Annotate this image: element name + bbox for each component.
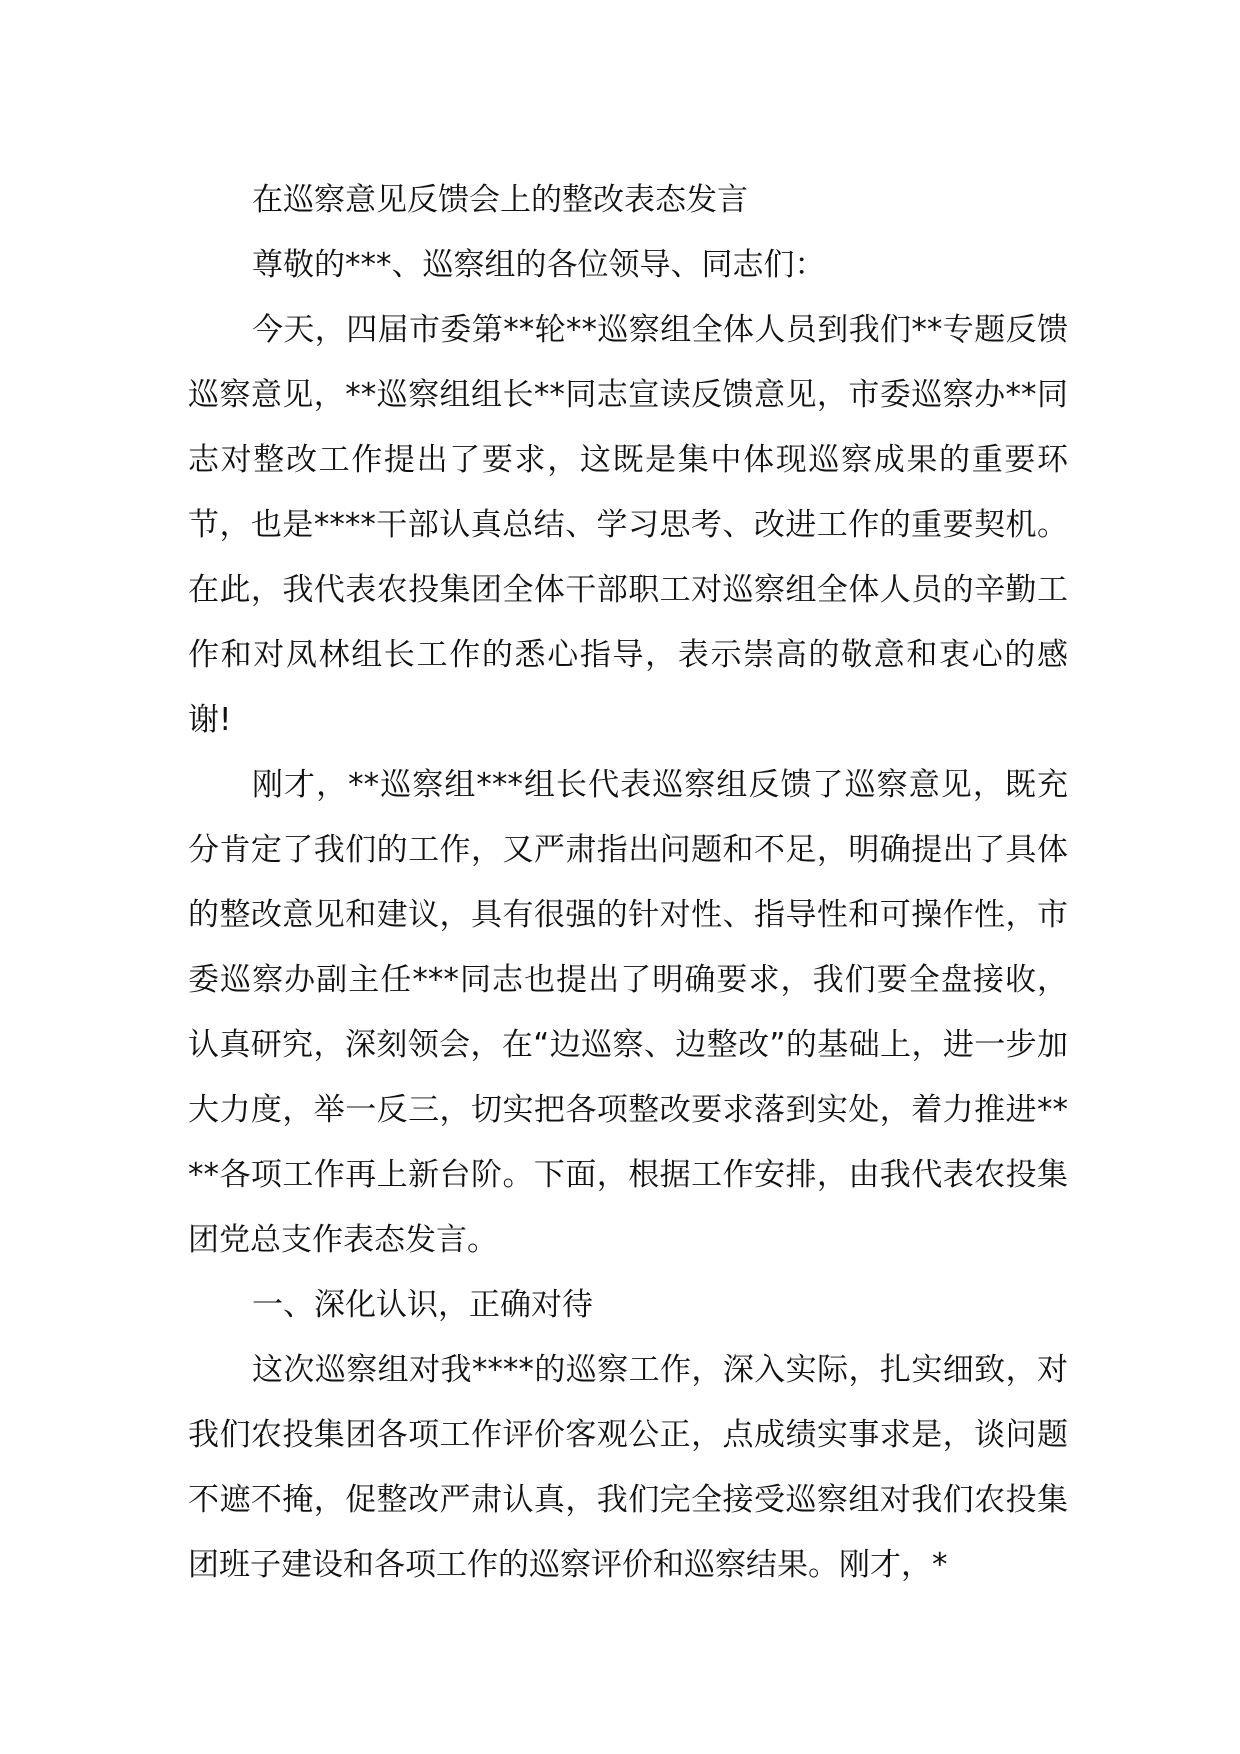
paragraph-3: 这次巡察组对我****的巡察工作，深入实际，扎实细致，对我们农投集团各项工作评价客观公正，点成绩实事求是，谈问题不遮不掩，促整改严肃认真，我们完全接受巡察组对我们农投集团班子建设和各项工作的巡察评价和巡察结果。刚才，* — [188, 1352, 1068, 1583]
paragraph-1: 今天，四届市委第**轮**巡察组全体人员到我们**专题反馈巡察意见，**巡察组组长**同志宣读反馈意见，市委巡察办**同志对整改工作提出了要求，这既是集中体现巡察成果的重要环节，也是****干部认真总结、学习思考、改进工作的重要契机。在此，我代表农投集团全体干部职工对巡察组全体人员的辛勤工作和对凤林组长工作的悉心指导，表示崇高的敬意和衷心的感谢! — [188, 312, 1068, 738]
document-title: 在巡察意见反馈会上的整改表态发言 — [252, 182, 748, 218]
section-heading: 一、深化认识，正确对待 — [252, 1287, 593, 1323]
document-body — [188, 168, 1068, 1598]
paragraph-2: 刚才，**巡察组***组长代表巡察组反馈了巡察意见，既充分肯定了我们的工作，又严肃指出问题和不足，明确提出了具体的整改意见和建议，具有很强的针对性、指导性和可操作性，市委巡察办副主任***同志也提出了明确要求，我们要全盘接收，认真研究，深刻领会，在“边巡察、边整改”的基础上，进一步加大力度，举一反三，切实把各项整改要求落到实处，着力推进****各项工作再上新台阶。下面，根据工作安排，由我代表农投集团党总支作表态发言。 — [188, 767, 1068, 1258]
salutation: 尊敬的***、巡察组的各位领导、同志们： — [252, 247, 826, 283]
